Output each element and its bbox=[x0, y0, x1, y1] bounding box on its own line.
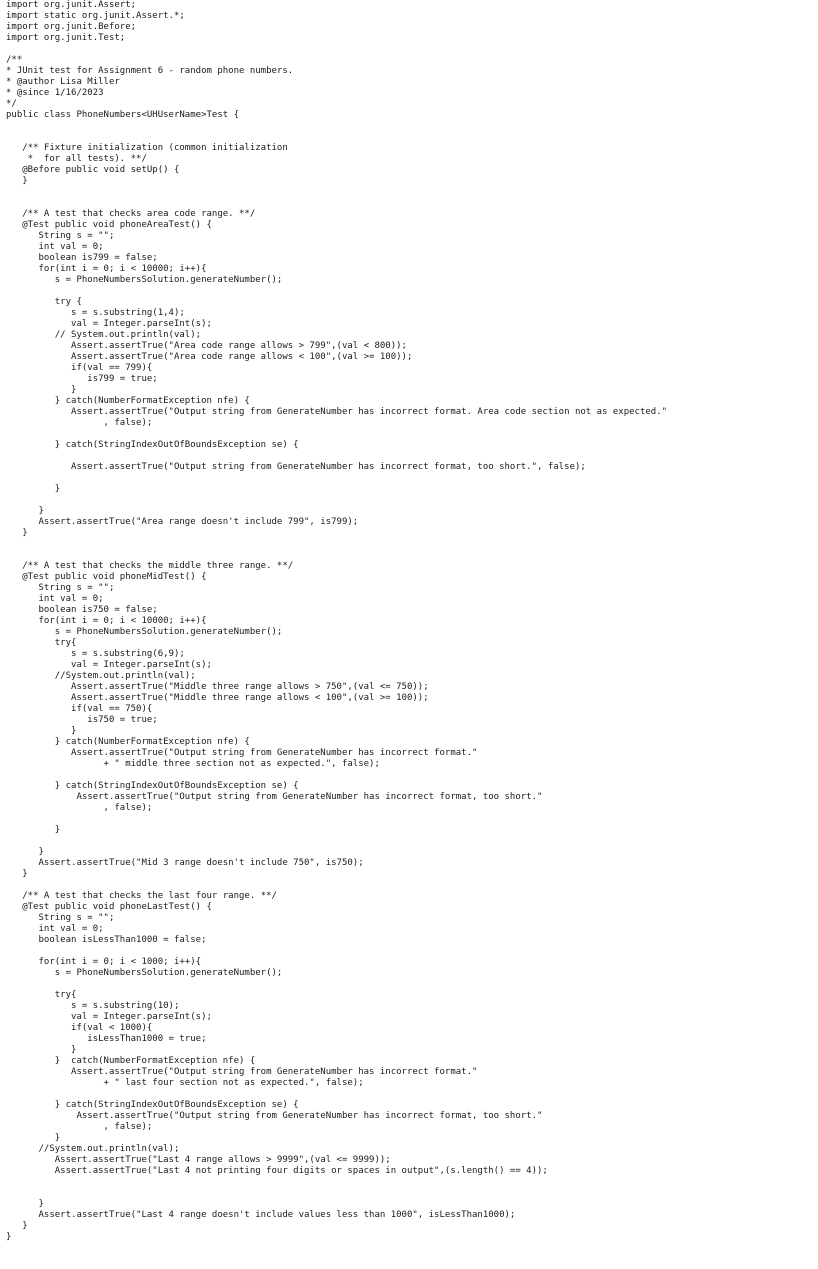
code-line: public class PhoneNumbers<UHUserName>Test { bbox=[6, 110, 239, 120]
code-line bbox=[6, 429, 667, 440]
code-line: , false); bbox=[6, 803, 153, 813]
code-line bbox=[6, 1177, 667, 1188]
code-line bbox=[6, 946, 667, 957]
code-line: /** bbox=[6, 55, 23, 65]
code-line: Assert.assertTrue("Last 4 range allows > 9999",(val <= 9999)); bbox=[6, 1155, 391, 1165]
code-line: // System.out.println(val); bbox=[6, 330, 202, 340]
code-line: Assert.assertTrue("Output string from GenerateNumber has incorrect format, too short." bbox=[6, 792, 543, 802]
code-line bbox=[6, 979, 667, 990]
code-line bbox=[6, 550, 667, 561]
code-line: @Before public void setUp() { bbox=[6, 165, 180, 175]
code-line: Assert.assertTrue("Last 4 not printing four digits or spaces in output",(s.length() == 4)); bbox=[6, 1166, 548, 1176]
code-line: * JUnit test for Assignment 6 - random phone numbers. bbox=[6, 66, 294, 76]
code-line: } bbox=[6, 1199, 44, 1209]
code-line: //System.out.println(val); bbox=[6, 1144, 180, 1154]
code-line bbox=[6, 539, 667, 550]
code-line: } bbox=[6, 176, 28, 186]
code-line: } catch(NumberFormatException nfe) { bbox=[6, 1056, 256, 1066]
code-line: for(int i = 0; i < 10000; i++){ bbox=[6, 616, 207, 626]
code-line: Assert.assertTrue("Output string from GenerateNumber has incorrect format." bbox=[6, 748, 478, 758]
code-line: } catch(NumberFormatException nfe) { bbox=[6, 396, 250, 406]
code-line: s = s.substring(6,9); bbox=[6, 649, 185, 659]
code-line: Assert.assertTrue("Mid 3 range doesn't include 750", is750); bbox=[6, 858, 364, 868]
code-line: } catch(StringIndexOutOfBoundsException se) { bbox=[6, 1100, 299, 1110]
code-line bbox=[6, 286, 667, 297]
code-line: int val = 0; bbox=[6, 242, 104, 252]
code-line bbox=[6, 187, 667, 198]
code-line: @Test public void phoneMidTest() { bbox=[6, 572, 207, 582]
code-line: } catch(NumberFormatException nfe) { bbox=[6, 737, 250, 747]
code-line bbox=[6, 473, 667, 484]
code-line: * @since 1/16/2023 bbox=[6, 88, 104, 98]
code-line: boolean is750 = false; bbox=[6, 605, 158, 615]
code-line: } bbox=[6, 825, 61, 835]
code-line: try { bbox=[6, 297, 82, 307]
code-line: } bbox=[6, 506, 44, 516]
code-line: Assert.assertTrue("Area code range allows < 100",(val >= 100)); bbox=[6, 352, 413, 362]
code-line: if(val == 750){ bbox=[6, 704, 153, 714]
code-line: Assert.assertTrue("Middle three range allows > 750",(val <= 750)); bbox=[6, 682, 429, 692]
code-line: Assert.assertTrue("Area code range allows > 799",(val < 800)); bbox=[6, 341, 407, 351]
code-line: val = Integer.parseInt(s); bbox=[6, 660, 212, 670]
code-line bbox=[6, 132, 667, 143]
code-line: s = PhoneNumbersSolution.generateNumber(); bbox=[6, 275, 283, 285]
code-line: } bbox=[6, 1232, 12, 1242]
code-line: , false); bbox=[6, 418, 153, 428]
code-line: /** Fixture initialization (common initialization bbox=[6, 143, 288, 153]
code-line: Assert.assertTrue("Middle three range allows < 100",(val >= 100)); bbox=[6, 693, 429, 703]
code-line: } bbox=[6, 528, 28, 538]
code-line: boolean isLessThan1000 = false; bbox=[6, 935, 207, 945]
code-line bbox=[6, 198, 667, 209]
code-line: import static org.junit.Assert.*; bbox=[6, 11, 185, 21]
code-line: int val = 0; bbox=[6, 924, 104, 934]
code-line: @Test public void phoneAreaTest() { bbox=[6, 220, 212, 230]
code-line: } catch(StringIndexOutOfBoundsException se) { bbox=[6, 781, 299, 791]
code-line: Assert.assertTrue("Output string from GenerateNumber has incorrect format, too short." bbox=[6, 1111, 543, 1121]
code-line: } bbox=[6, 484, 61, 494]
code-line: try{ bbox=[6, 638, 77, 648]
code-line: s = PhoneNumbersSolution.generateNumber(); bbox=[6, 968, 283, 978]
code-line: /** A test that checks the last four range. **/ bbox=[6, 891, 277, 901]
code-line bbox=[6, 880, 667, 891]
code-line: import org.junit.Before; bbox=[6, 22, 137, 32]
code-line bbox=[6, 121, 667, 132]
code-line: import org.junit.Assert; bbox=[6, 0, 137, 10]
code-listing bbox=[6, 0, 667, 1243]
code-line: for(int i = 0; i < 1000; i++){ bbox=[6, 957, 202, 967]
code-line: /** A test that checks area code range. **/ bbox=[6, 209, 256, 219]
code-line: } bbox=[6, 1045, 77, 1055]
code-line: + " last four section not as expected.", false); bbox=[6, 1078, 364, 1088]
code-line: int val = 0; bbox=[6, 594, 104, 604]
code-line: boolean is799 = false; bbox=[6, 253, 158, 263]
code-line: if(val < 1000){ bbox=[6, 1023, 153, 1033]
code-line: */ bbox=[6, 99, 17, 109]
code-line: val = Integer.parseInt(s); bbox=[6, 1012, 212, 1022]
code-line: s = PhoneNumbersSolution.generateNumber(); bbox=[6, 627, 283, 637]
code-line: /** A test that checks the middle three range. **/ bbox=[6, 561, 294, 571]
code-line bbox=[6, 495, 667, 506]
code-line: is799 = true; bbox=[6, 374, 158, 384]
code-line: import org.junit.Test; bbox=[6, 33, 126, 43]
code-line: @Test public void phoneLastTest() { bbox=[6, 902, 212, 912]
code-line: * for all tests). **/ bbox=[6, 154, 147, 164]
code-line: String s = ""; bbox=[6, 913, 115, 923]
code-line: } bbox=[6, 726, 77, 736]
code-line bbox=[6, 814, 667, 825]
code-line: is750 = true; bbox=[6, 715, 158, 725]
code-line: String s = ""; bbox=[6, 231, 115, 241]
code-line: String s = ""; bbox=[6, 583, 115, 593]
code-line: Assert.assertTrue("Last 4 range doesn't include values less than 1000", isLessThan1000); bbox=[6, 1210, 516, 1220]
code-line: try{ bbox=[6, 990, 77, 1000]
code-line: isLessThan1000 = true; bbox=[6, 1034, 207, 1044]
code-line bbox=[6, 770, 667, 781]
code-line: } catch(StringIndexOutOfBoundsException se) { bbox=[6, 440, 299, 450]
code-line bbox=[6, 451, 667, 462]
code-line: s = s.substring(10); bbox=[6, 1001, 180, 1011]
code-line: Assert.assertTrue("Area range doesn't include 799", is799); bbox=[6, 517, 359, 527]
code-line: , false); bbox=[6, 1122, 153, 1132]
code-line bbox=[6, 1089, 667, 1100]
code-line: + " middle three section not as expected.", false); bbox=[6, 759, 380, 769]
code-line: Assert.assertTrue("Output string from GenerateNumber has incorrect format." bbox=[6, 1067, 478, 1077]
code-line: s = s.substring(1,4); bbox=[6, 308, 185, 318]
code-line: * @author Lisa Miller bbox=[6, 77, 120, 87]
code-line: if(val == 799){ bbox=[6, 363, 153, 373]
code-line: val = Integer.parseInt(s); bbox=[6, 319, 212, 329]
code-line: } bbox=[6, 847, 44, 857]
code-line: } bbox=[6, 869, 28, 879]
code-line: } bbox=[6, 385, 77, 395]
code-line: //System.out.println(val); bbox=[6, 671, 196, 681]
code-line: for(int i = 0; i < 10000; i++){ bbox=[6, 264, 207, 274]
code-line bbox=[6, 1188, 667, 1199]
code-line: } bbox=[6, 1221, 28, 1231]
code-line bbox=[6, 836, 667, 847]
code-line: } bbox=[6, 1133, 61, 1143]
code-line: Assert.assertTrue("Output string from GenerateNumber has incorrect format. Area code section not as expected." bbox=[6, 407, 668, 417]
code-line bbox=[6, 44, 667, 55]
code-line: Assert.assertTrue("Output string from GenerateNumber has incorrect format, too short.", false); bbox=[6, 462, 586, 472]
